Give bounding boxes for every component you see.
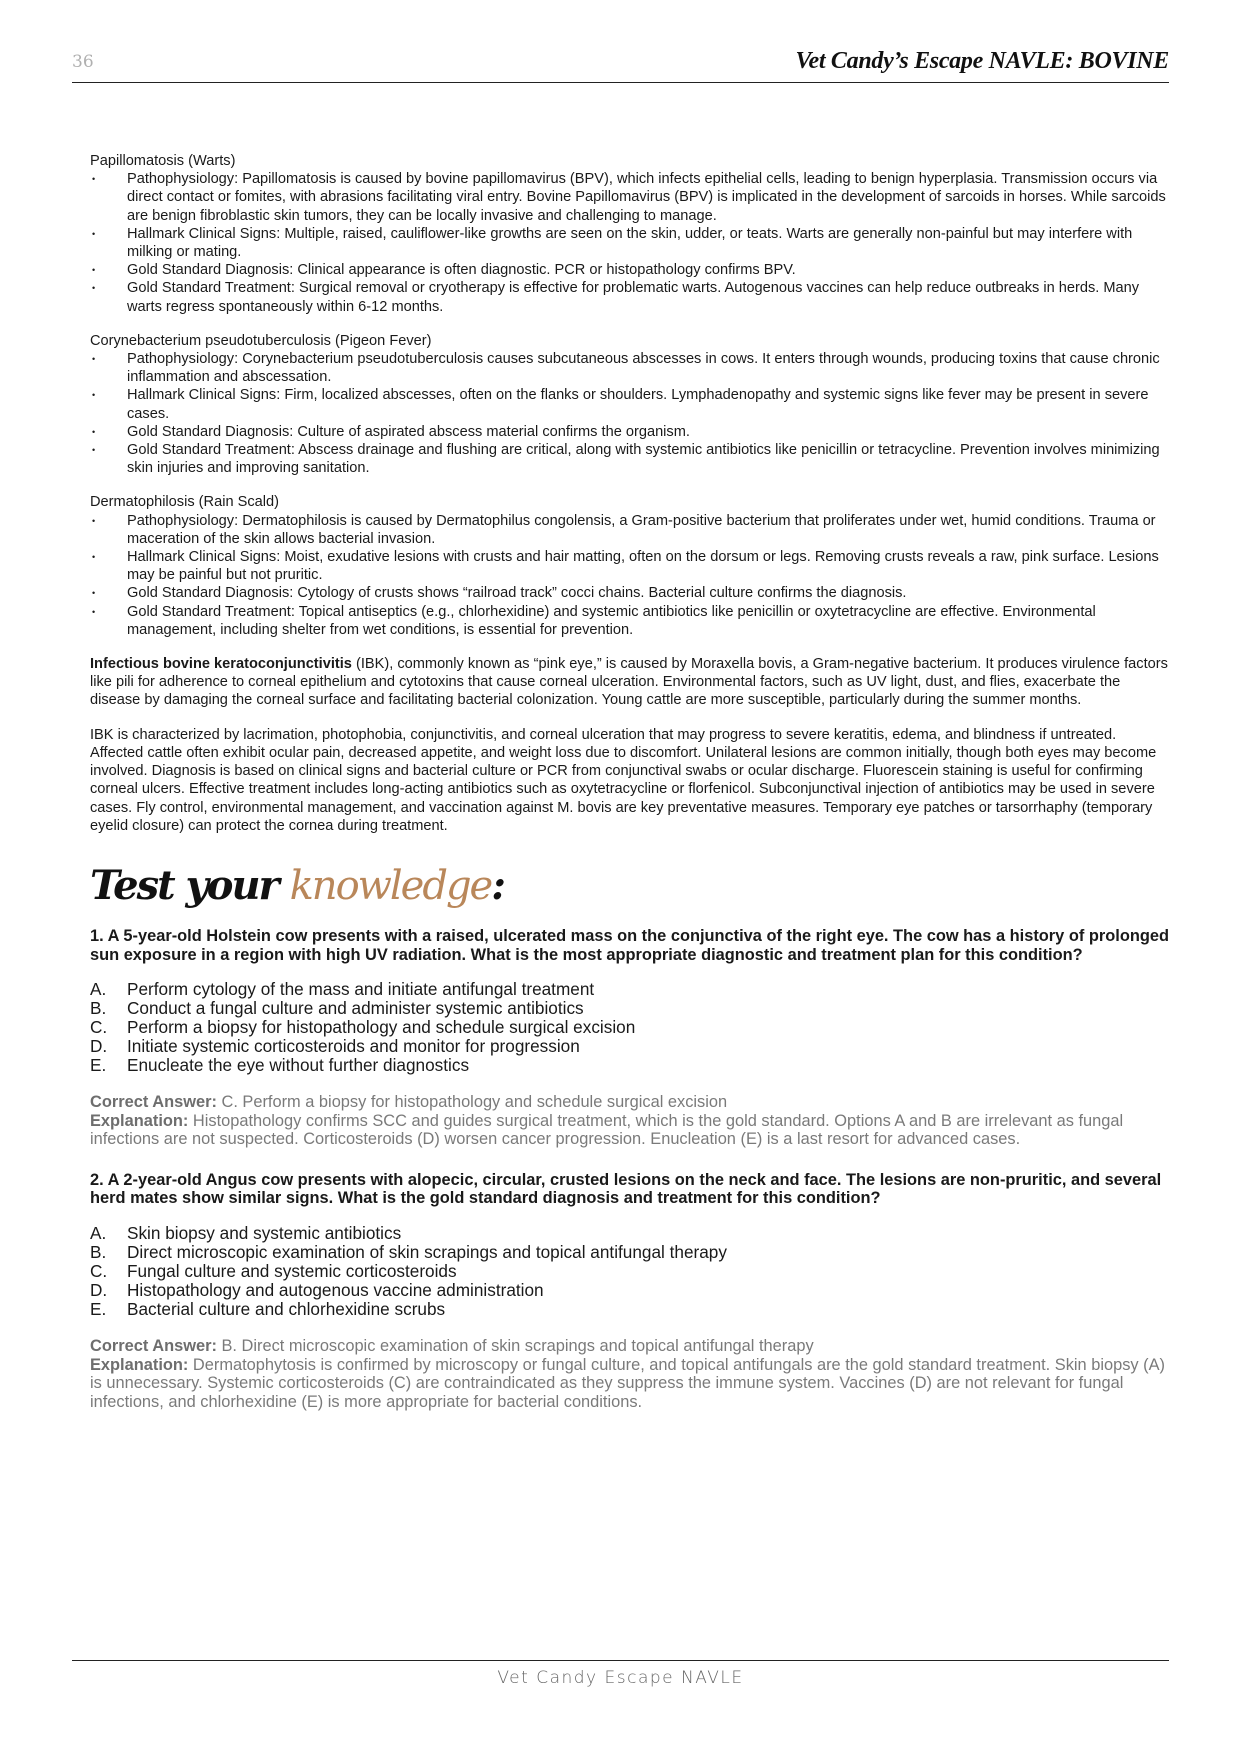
answer-options <box>90 1224 1170 1319</box>
list-item: • Pathophysiology: Papillomatosis is caused by bovine papillomavirus (BPV), which infects epithelial cells, leading to benign hyperplasia. Transmission occurs via direct contact or fomites, with abrasions facilitating viral entry. Bovine Papillomavirus (BPV) is implicated in the development of sarcoids in horses. While sarcoids are benign fibroblastic skin tumors, they can be locally invasive and challenging to manage. <box>90 170 1170 225</box>
list-item: • Gold Standard Treatment: Topical antiseptics (e.g., chlorhexidine) and systemic antibiotics like penicillin or oxytetracycline are effective. Environmental management, including shelter from wet conditions, is essential for prevention. <box>90 603 1170 639</box>
ibk-paragraph-1-text: (IBK), commonly known as “pink eye,” is caused by Moraxella bovis, a Gram-negative bacterium. It produces virulence factors like pili for adherence to corneal epithelium and cytotoxins that cause corneal ulceration. Environmental factors, such as UV light, dust, and flies, exacerbate the disease by damaging the corneal surface and facilitating bacterial colonization. Young cattle are more susceptible, particularly during the summer months. <box>90 656 1168 709</box>
option-text: Initiate systemic corticosteroids and monitor for progression <box>127 1036 580 1057</box>
option-text: Skin biopsy and systemic antibiotics <box>127 1223 402 1244</box>
list-item: • Hallmark Clinical Signs: Firm, localized abscesses, often on the flanks or shoulders. Lymphadenopathy and systemic signs like fever may be present in severe cases. <box>90 386 1170 422</box>
correct-answer-text: B. Direct microscopic examination of skin scrapings and topical antifungal therapy <box>216 1337 814 1356</box>
section-pigeon-fever <box>90 332 1170 478</box>
bullet-list <box>90 512 1170 639</box>
option-letter: A. <box>90 1223 107 1244</box>
bullet-list <box>90 170 1170 316</box>
option-text: Histopathology and autogenous vaccine administration <box>127 1280 544 1301</box>
header-divider <box>72 82 1169 83</box>
list-item: • Hallmark Clinical Signs: Moist, exudative lesions with crusts and hair matting, often on the dorsum or legs. Removing crusts reveals a raw, pink surface. Lesions may be painful but not pruritic. <box>90 548 1170 584</box>
option-letter: B. <box>90 1242 107 1263</box>
option-text: Perform cytology of the mass and initiate antifungal treatment <box>127 979 595 1000</box>
quiz-heading-accent: knowledge <box>289 862 492 909</box>
running-header-title: Vet Candy’s Escape NAVLE: BOVINE <box>795 48 1169 74</box>
quiz-question-1 <box>90 927 1170 1149</box>
answer-explanation <box>90 1093 1170 1149</box>
section-title: Dermatophilosis (Rain Scald) <box>90 494 279 511</box>
quiz-heading <box>90 863 1170 909</box>
option-letter: A. <box>90 979 107 1000</box>
quiz-question-2 <box>90 1171 1170 1412</box>
option-letter: E. <box>90 1055 107 1076</box>
list-item: • Pathophysiology: Dermatophilosis is caused by Dermatophilus congolensis, a Gram-positive bacterium that proliferates under wet, humid conditions. Trauma or maceration of the skin allows bacterial invasion. <box>90 512 1170 548</box>
quiz-heading-plain: Test your <box>90 861 290 909</box>
page-number: 36 <box>72 52 94 72</box>
option-letter: C. <box>90 1261 108 1282</box>
question-text: 1. A 5-year-old Holstein cow presents with a raised, ulcerated mass on the conjunctiva of the right eye. The cow has a history of prolonged sun exposure in a region with high UV radiation. What is the most appropriate diagnostic and treatment plan for this condition? <box>90 926 1169 964</box>
correct-answer-label: Correct Answer: <box>90 1093 217 1112</box>
ibk-paragraph-2: IBK is characterized by lacrimation, photophobia, conjunctivitis, and corneal ulceration that may progress to severe keratitis, edema, and blindness if untreated. Affected cattle often exhibit ocular pain, decreased appetite, and weight loss due to discomfort. Unilateral lesions are common initially, though both eyes may become involved. Diagnosis is based on clinical signs and bacterial culture or PCR from conjunctival swabs or ocular discharge. Fluorescein staining is useful for confirming corneal ulcers. Effective treatment includes long-acting antibiotics such as oxytetracycline or florfenicol. Subconjunctival injection of antibiotics may be used in severe cases. Fly control, environmental management, and vaccination against M. bovis are key preventative measures. Temporary eye patches or tarsorrhaphy (temporary eyelid closure) can protect the cornea during treatment. <box>90 726 1157 834</box>
option-text: Enucleate the eye without further diagnostics <box>127 1055 470 1076</box>
option-text: Bacterial culture and chlorhexidine scrubs <box>127 1299 446 1320</box>
explanation-text: Histopathology confirms SCC and guides surgical treatment, which is the gold standard. Options A and B are irrelevant as fungal infections are not suspected. Corticosteroids (D) worsen cancer progression. Enucleation (E) is a last resort for advanced cases. <box>90 1111 1124 1149</box>
section-papillomatosis <box>90 152 1170 316</box>
option-text: Fungal culture and systemic corticosteroids <box>127 1261 457 1282</box>
section-dermatophilosis <box>90 493 1170 639</box>
answer-option[interactable] <box>90 1243 1170 1262</box>
option-letter: C. <box>90 1017 108 1038</box>
list-item: • Pathophysiology: Corynebacterium pseudotuberculosis causes subcutaneous abscesses in cows. It enters through wounds, producing toxins that cause chronic inflammation and abscessation. <box>90 350 1170 386</box>
option-text: Direct microscopic examination of skin scrapings and topical antifungal therapy <box>127 1242 727 1263</box>
correct-answer-label: Correct Answer: <box>90 1337 217 1356</box>
answer-option[interactable] <box>90 1262 1170 1281</box>
answer-option[interactable] <box>90 1224 1170 1243</box>
explanation-label: Explanation: <box>90 1111 189 1130</box>
list-item: • Gold Standard Treatment: Abscess drainage and flushing are critical, along with systemic antibiotics like penicillin or tetracycline. Prevention involves minimizing skin injuries and improving sanitation. <box>90 441 1170 477</box>
section-title: Corynebacterium pseudotuberculosis (Pigeon Fever) <box>90 332 432 349</box>
bullet-list <box>90 350 1170 477</box>
answer-option[interactable] <box>90 999 1170 1018</box>
option-letter: E. <box>90 1299 107 1320</box>
list-item: • Hallmark Clinical Signs: Multiple, raised, cauliflower-like growths are seen on the skin, udder, or teats. Warts are generally non-painful but may interfere with milking or mating. <box>90 225 1170 261</box>
correct-answer-text: C. Perform a biopsy for histopathology and schedule surgical excision <box>216 1093 728 1112</box>
option-letter: B. <box>90 998 107 1019</box>
option-letter: D. <box>90 1280 108 1301</box>
footer-text: Vet Candy Escape NAVLE <box>497 1668 744 1688</box>
list-item: • Gold Standard Diagnosis: Culture of aspirated abscess material confirms the organism. <box>90 423 1170 441</box>
list-item: • Gold Standard Diagnosis: Cytology of crusts shows “railroad track” cocci chains. Bacterial culture confirms the diagnosis. <box>90 584 1170 602</box>
answer-option[interactable] <box>90 1300 1170 1319</box>
correct-answer-line <box>90 1337 1170 1356</box>
answer-options <box>90 980 1170 1075</box>
explanation-label: Explanation: <box>90 1355 189 1374</box>
option-text: Perform a biopsy for histopathology and schedule surgical excision <box>127 1017 636 1038</box>
page-content <box>90 152 1170 1433</box>
ibk-paragraph-1 <box>90 655 1170 710</box>
answer-option[interactable] <box>90 1056 1170 1075</box>
answer-option[interactable] <box>90 1037 1170 1056</box>
explanation-text: Dermatophytosis is confirmed by microscopy or fungal culture, and topical antifungals are the gold standard treatment. Skin biopsy (A) is unnecessary. Systemic corticosteroids (C) are contraindicated as they suppress the immune system. Vaccines (D) are not relevant for fungal infections, and chlorhexidine (E) is more appropriate for bacterial conditions. <box>90 1355 1165 1411</box>
option-letter: D. <box>90 1036 108 1057</box>
answer-option[interactable] <box>90 980 1170 999</box>
list-item: • Gold Standard Treatment: Surgical removal or cryotherapy is effective for problematic warts. Autogenous vaccines can help reduce outbreaks in herds. Many warts regress spontaneously within 6-12 months. <box>90 279 1170 315</box>
correct-answer-line <box>90 1093 1170 1112</box>
question-text: 2. A 2-year-old Angus cow presents with alopecic, circular, crusted lesions on the neck and face. The lesions are non-pruritic, and several herd mates show similar signs. What is the gold standard diagnosis and treatment for this condition? <box>90 1170 1162 1208</box>
footer-divider <box>72 1660 1169 1661</box>
answer-option[interactable] <box>90 1018 1170 1037</box>
list-item: • Gold Standard Diagnosis: Clinical appearance is often diagnostic. PCR or histopathology confirms BPV. <box>90 261 1170 279</box>
option-text: Conduct a fungal culture and administer systemic antibiotics <box>127 998 584 1019</box>
quiz-heading-colon: : <box>491 861 504 909</box>
answer-explanation <box>90 1337 1170 1411</box>
section-title: Papillomatosis (Warts) <box>90 153 236 169</box>
explanation-line <box>90 1112 1170 1149</box>
answer-option[interactable] <box>90 1281 1170 1300</box>
ibk-bold-term: Infectious bovine keratoconjunctivitis <box>90 656 352 673</box>
explanation-line <box>90 1356 1170 1412</box>
